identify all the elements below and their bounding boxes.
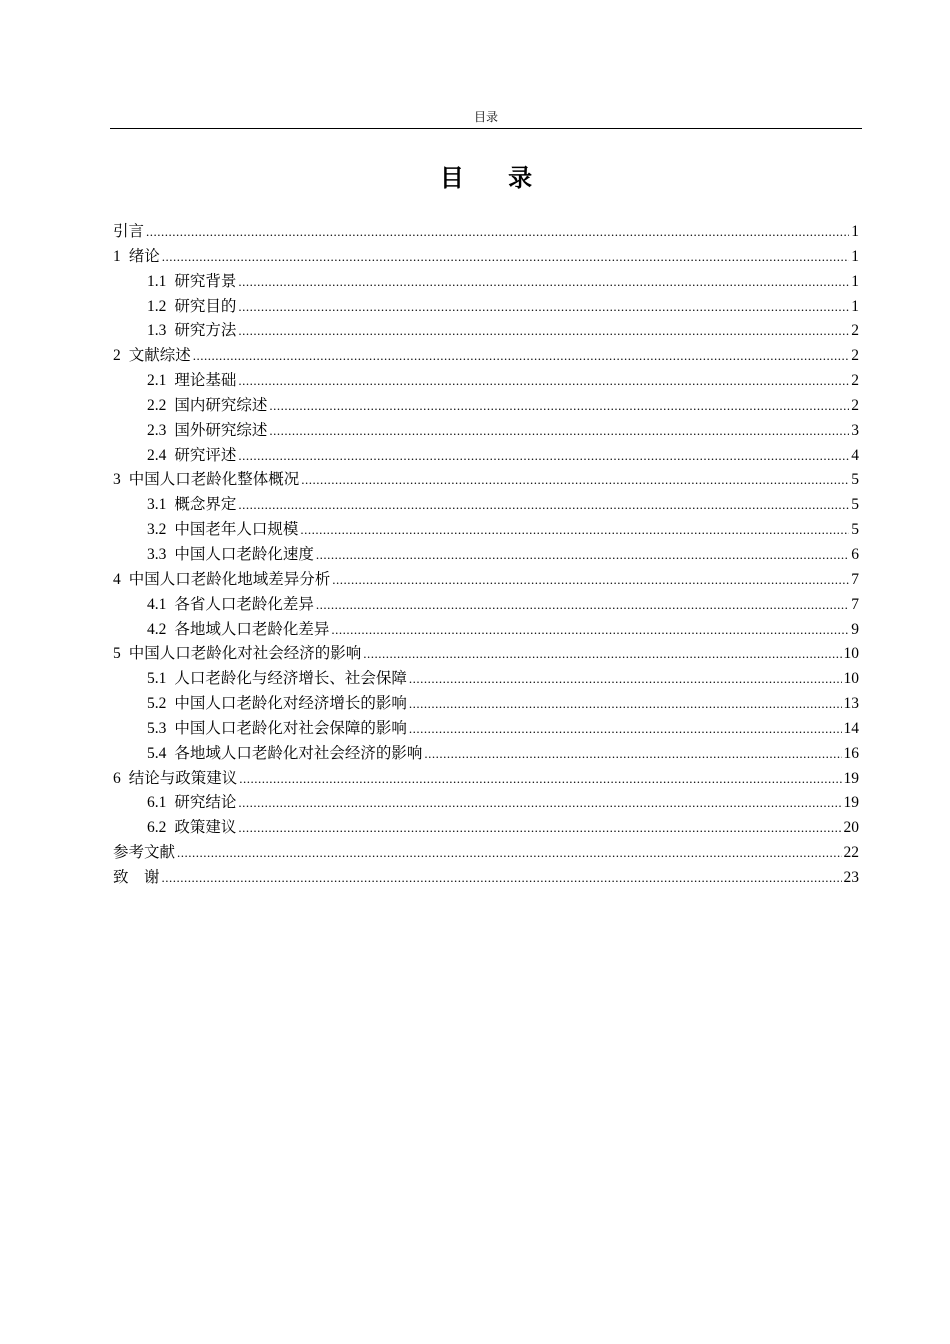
toc-page-number: 2 bbox=[851, 372, 859, 390]
toc-entry-text bbox=[147, 666, 407, 692]
toc-section-number: 2.1 bbox=[147, 372, 167, 390]
toc-section-title: 中国人口老龄化对社会经济的影响 bbox=[128, 644, 362, 663]
toc-section-title: 中国人口老龄化对社会保障的影响 bbox=[174, 718, 407, 737]
toc-page-number: 22 bbox=[843, 844, 859, 862]
toc-entry-text bbox=[147, 542, 314, 568]
toc-dot-leader bbox=[238, 444, 849, 469]
toc-entry-text bbox=[113, 343, 191, 369]
toc-page-number: 1 bbox=[851, 297, 859, 315]
toc-page-number: 6 bbox=[851, 545, 859, 563]
toc-dot-leader bbox=[332, 568, 849, 593]
toc-section-number: 2.3 bbox=[147, 421, 167, 439]
toc-entry-text bbox=[113, 840, 175, 865]
toc-page-number: 16 bbox=[843, 744, 859, 762]
toc-dot-leader bbox=[300, 518, 849, 543]
toc-entry-text bbox=[147, 492, 236, 518]
toc-dot-leader bbox=[331, 618, 849, 643]
page-title: 目 录 bbox=[439, 164, 551, 192]
toc-section-number: 3.2 bbox=[147, 521, 167, 539]
toc-entry[interactable] bbox=[113, 542, 859, 567]
toc-section-title: 中国人口老龄化对经济增长的影响 bbox=[174, 694, 407, 713]
toc-section-title: 绪论 bbox=[128, 246, 160, 265]
toc-section-title: 中国人口老龄化地域差异分析 bbox=[128, 569, 331, 588]
toc-entry-text bbox=[113, 865, 160, 890]
toc-section-title: 参考文献 bbox=[113, 843, 176, 862]
toc-entry[interactable] bbox=[113, 865, 859, 890]
toc-entry[interactable] bbox=[113, 666, 859, 691]
toc-page-number: 5 bbox=[851, 471, 859, 489]
toc-page-number: 2 bbox=[851, 396, 859, 414]
toc-entry-text bbox=[147, 269, 236, 295]
toc-entry-text bbox=[147, 716, 407, 742]
toc-dot-leader bbox=[238, 816, 841, 841]
toc-page-number: 23 bbox=[843, 868, 859, 886]
toc-entry[interactable] bbox=[113, 617, 859, 642]
toc-section-title: 研究评述 bbox=[174, 445, 237, 464]
toc-dot-leader bbox=[146, 220, 849, 245]
toc-section-title: 政策建议 bbox=[174, 818, 237, 837]
toc-section-number: 4 bbox=[113, 570, 121, 588]
toc-dot-leader bbox=[269, 394, 849, 419]
toc-section-number: 5.1 bbox=[147, 670, 167, 688]
toc-page-number: 13 bbox=[843, 695, 859, 713]
toc-entry[interactable] bbox=[113, 840, 859, 865]
toc-page-number: 7 bbox=[851, 595, 859, 613]
toc-section-title: 研究结论 bbox=[174, 793, 237, 812]
toc-section-number: 2 bbox=[113, 347, 121, 365]
toc-section-title: 致 谢 bbox=[113, 867, 160, 886]
toc-page-number: 9 bbox=[851, 620, 859, 638]
toc-dot-leader bbox=[162, 866, 842, 891]
toc-dot-leader bbox=[238, 270, 849, 295]
toc-dot-leader bbox=[363, 642, 841, 667]
toc-section-number: 1 bbox=[113, 247, 121, 265]
toc-page-number: 19 bbox=[843, 769, 859, 787]
toc-entry-text bbox=[147, 393, 267, 419]
toc-section-title: 各地域人口老龄化对社会经济的影响 bbox=[174, 743, 423, 762]
toc-entry[interactable] bbox=[113, 691, 859, 716]
toc-page-number: 5 bbox=[851, 496, 859, 514]
toc-dot-leader bbox=[409, 717, 842, 742]
toc-dot-leader bbox=[239, 767, 841, 792]
toc-dot-leader bbox=[238, 493, 849, 518]
toc-page-number: 20 bbox=[843, 819, 859, 837]
toc-section-number: 6 bbox=[113, 769, 121, 787]
toc-page-number: 1 bbox=[851, 272, 859, 290]
toc-entry-text bbox=[147, 790, 236, 816]
toc-dot-leader bbox=[409, 692, 842, 717]
toc-entry[interactable] bbox=[113, 741, 859, 766]
toc-dot-leader bbox=[177, 841, 841, 866]
toc-section-title: 研究目的 bbox=[174, 296, 237, 315]
toc-section-title: 国外研究综述 bbox=[174, 420, 268, 439]
toc-page-number: 10 bbox=[843, 645, 859, 663]
toc-section-title: 中国老年人口规模 bbox=[174, 520, 299, 539]
toc-entry-text bbox=[147, 617, 329, 643]
toc-section-title: 概念界定 bbox=[174, 495, 237, 514]
toc-section-title: 人口老龄化与经济增长、社会保障 bbox=[174, 669, 407, 688]
toc-section-title: 研究背景 bbox=[174, 271, 237, 290]
toc-entry[interactable] bbox=[113, 492, 859, 517]
toc-dot-leader bbox=[424, 742, 841, 767]
toc-entry[interactable] bbox=[113, 517, 859, 542]
toc-section-title: 中国人口老龄化速度 bbox=[174, 544, 314, 563]
toc-entry[interactable] bbox=[113, 244, 859, 269]
toc-section-number: 5.4 bbox=[147, 744, 167, 762]
toc-page-number: 2 bbox=[851, 322, 859, 340]
toc-section-number: 5 bbox=[113, 645, 121, 663]
toc-page-number: 7 bbox=[851, 570, 859, 588]
toc-entry-text bbox=[113, 641, 361, 667]
toc-entry-text bbox=[147, 815, 236, 841]
toc-entry-text bbox=[147, 294, 236, 320]
toc-entry[interactable] bbox=[113, 716, 859, 741]
toc-section-number: 3.1 bbox=[147, 496, 167, 514]
toc-section-title: 中国人口老龄化整体概况 bbox=[128, 470, 300, 489]
toc-section-number: 1.3 bbox=[147, 322, 167, 340]
toc-section-title: 文献综述 bbox=[128, 346, 191, 365]
toc-dot-leader bbox=[238, 319, 849, 344]
toc-section-title: 结论与政策建议 bbox=[128, 768, 238, 787]
toc-entry-text bbox=[147, 318, 236, 344]
toc-entry-text bbox=[147, 592, 314, 618]
toc-section-number: 3.3 bbox=[147, 545, 167, 563]
toc-entry[interactable] bbox=[113, 294, 859, 319]
toc-section-title: 国内研究综述 bbox=[174, 395, 268, 414]
toc-entry[interactable] bbox=[113, 592, 859, 617]
header-rule bbox=[110, 128, 862, 129]
toc-entry[interactable] bbox=[113, 467, 859, 492]
toc-entry-text bbox=[147, 691, 407, 717]
toc-section-number: 2.2 bbox=[147, 396, 167, 414]
toc-dot-leader bbox=[316, 593, 849, 618]
toc-entry[interactable] bbox=[113, 766, 859, 791]
toc-dot-leader bbox=[238, 295, 849, 320]
toc-section-number: 1.1 bbox=[147, 272, 167, 290]
toc-dot-leader bbox=[238, 369, 849, 394]
toc-page-number: 1 bbox=[851, 247, 859, 265]
toc-dot-leader bbox=[238, 791, 841, 816]
toc-section-number: 3 bbox=[113, 471, 121, 489]
toc-entry-text bbox=[113, 766, 237, 792]
toc-section-number: 5.2 bbox=[147, 695, 167, 713]
toc-dot-leader bbox=[269, 419, 849, 444]
toc-page-number: 1 bbox=[851, 223, 859, 240]
toc-entry[interactable] bbox=[113, 393, 859, 418]
toc-entry-text bbox=[147, 368, 236, 394]
toc-section-number: 4.1 bbox=[147, 595, 167, 613]
toc-entry-text bbox=[147, 443, 236, 469]
toc-entry-text bbox=[113, 219, 144, 244]
toc-page-number: 10 bbox=[843, 670, 859, 688]
toc-entry[interactable] bbox=[113, 368, 859, 393]
toc-entry[interactable] bbox=[113, 219, 859, 244]
toc-section-title: 理论基础 bbox=[174, 371, 237, 390]
toc-entry-text bbox=[147, 741, 422, 767]
toc-page-number: 3 bbox=[851, 421, 859, 439]
toc-section-number: 1.2 bbox=[147, 297, 167, 315]
toc-entry[interactable] bbox=[113, 318, 859, 343]
toc-page-number: 14 bbox=[843, 719, 859, 737]
toc-dot-leader bbox=[409, 667, 842, 692]
toc-page-number: 19 bbox=[843, 794, 859, 812]
toc-section-title: 研究方法 bbox=[174, 321, 237, 340]
toc-page-number: 5 bbox=[851, 521, 859, 539]
toc-entry[interactable] bbox=[113, 443, 859, 468]
toc-entry[interactable] bbox=[113, 343, 859, 368]
toc-entry[interactable] bbox=[113, 418, 859, 443]
toc-dot-leader bbox=[162, 245, 849, 270]
toc-entry[interactable] bbox=[113, 641, 859, 666]
toc-section-number: 5.3 bbox=[147, 719, 167, 737]
toc-entry[interactable] bbox=[113, 790, 859, 815]
toc-section-number: 2.4 bbox=[147, 446, 167, 464]
toc-entry-text bbox=[147, 517, 298, 543]
toc-section-number: 4.2 bbox=[147, 620, 167, 638]
toc-dot-leader bbox=[301, 468, 849, 493]
toc-section-title: 各地域人口老龄化差异 bbox=[174, 619, 330, 638]
toc-page-number: 4 bbox=[851, 446, 859, 464]
toc-entry-text bbox=[113, 244, 160, 270]
toc-section-title: 各省人口老龄化差异 bbox=[174, 594, 314, 613]
toc-entry-text bbox=[147, 418, 267, 444]
toc-entry-text bbox=[113, 467, 299, 493]
toc-section-number: 6.1 bbox=[147, 794, 167, 812]
running-header: 目录 bbox=[473, 110, 498, 124]
toc-entry[interactable] bbox=[113, 567, 859, 592]
toc-dot-leader bbox=[193, 344, 849, 369]
toc-entry-text bbox=[113, 567, 330, 593]
toc-dot-leader bbox=[316, 543, 849, 568]
table-of-contents bbox=[113, 219, 859, 890]
toc-section-title: 引言 bbox=[113, 222, 145, 240]
toc-section-number: 6.2 bbox=[147, 819, 167, 837]
toc-entry[interactable] bbox=[113, 815, 859, 840]
toc-entry[interactable] bbox=[113, 269, 859, 294]
toc-page-number: 2 bbox=[851, 347, 859, 365]
